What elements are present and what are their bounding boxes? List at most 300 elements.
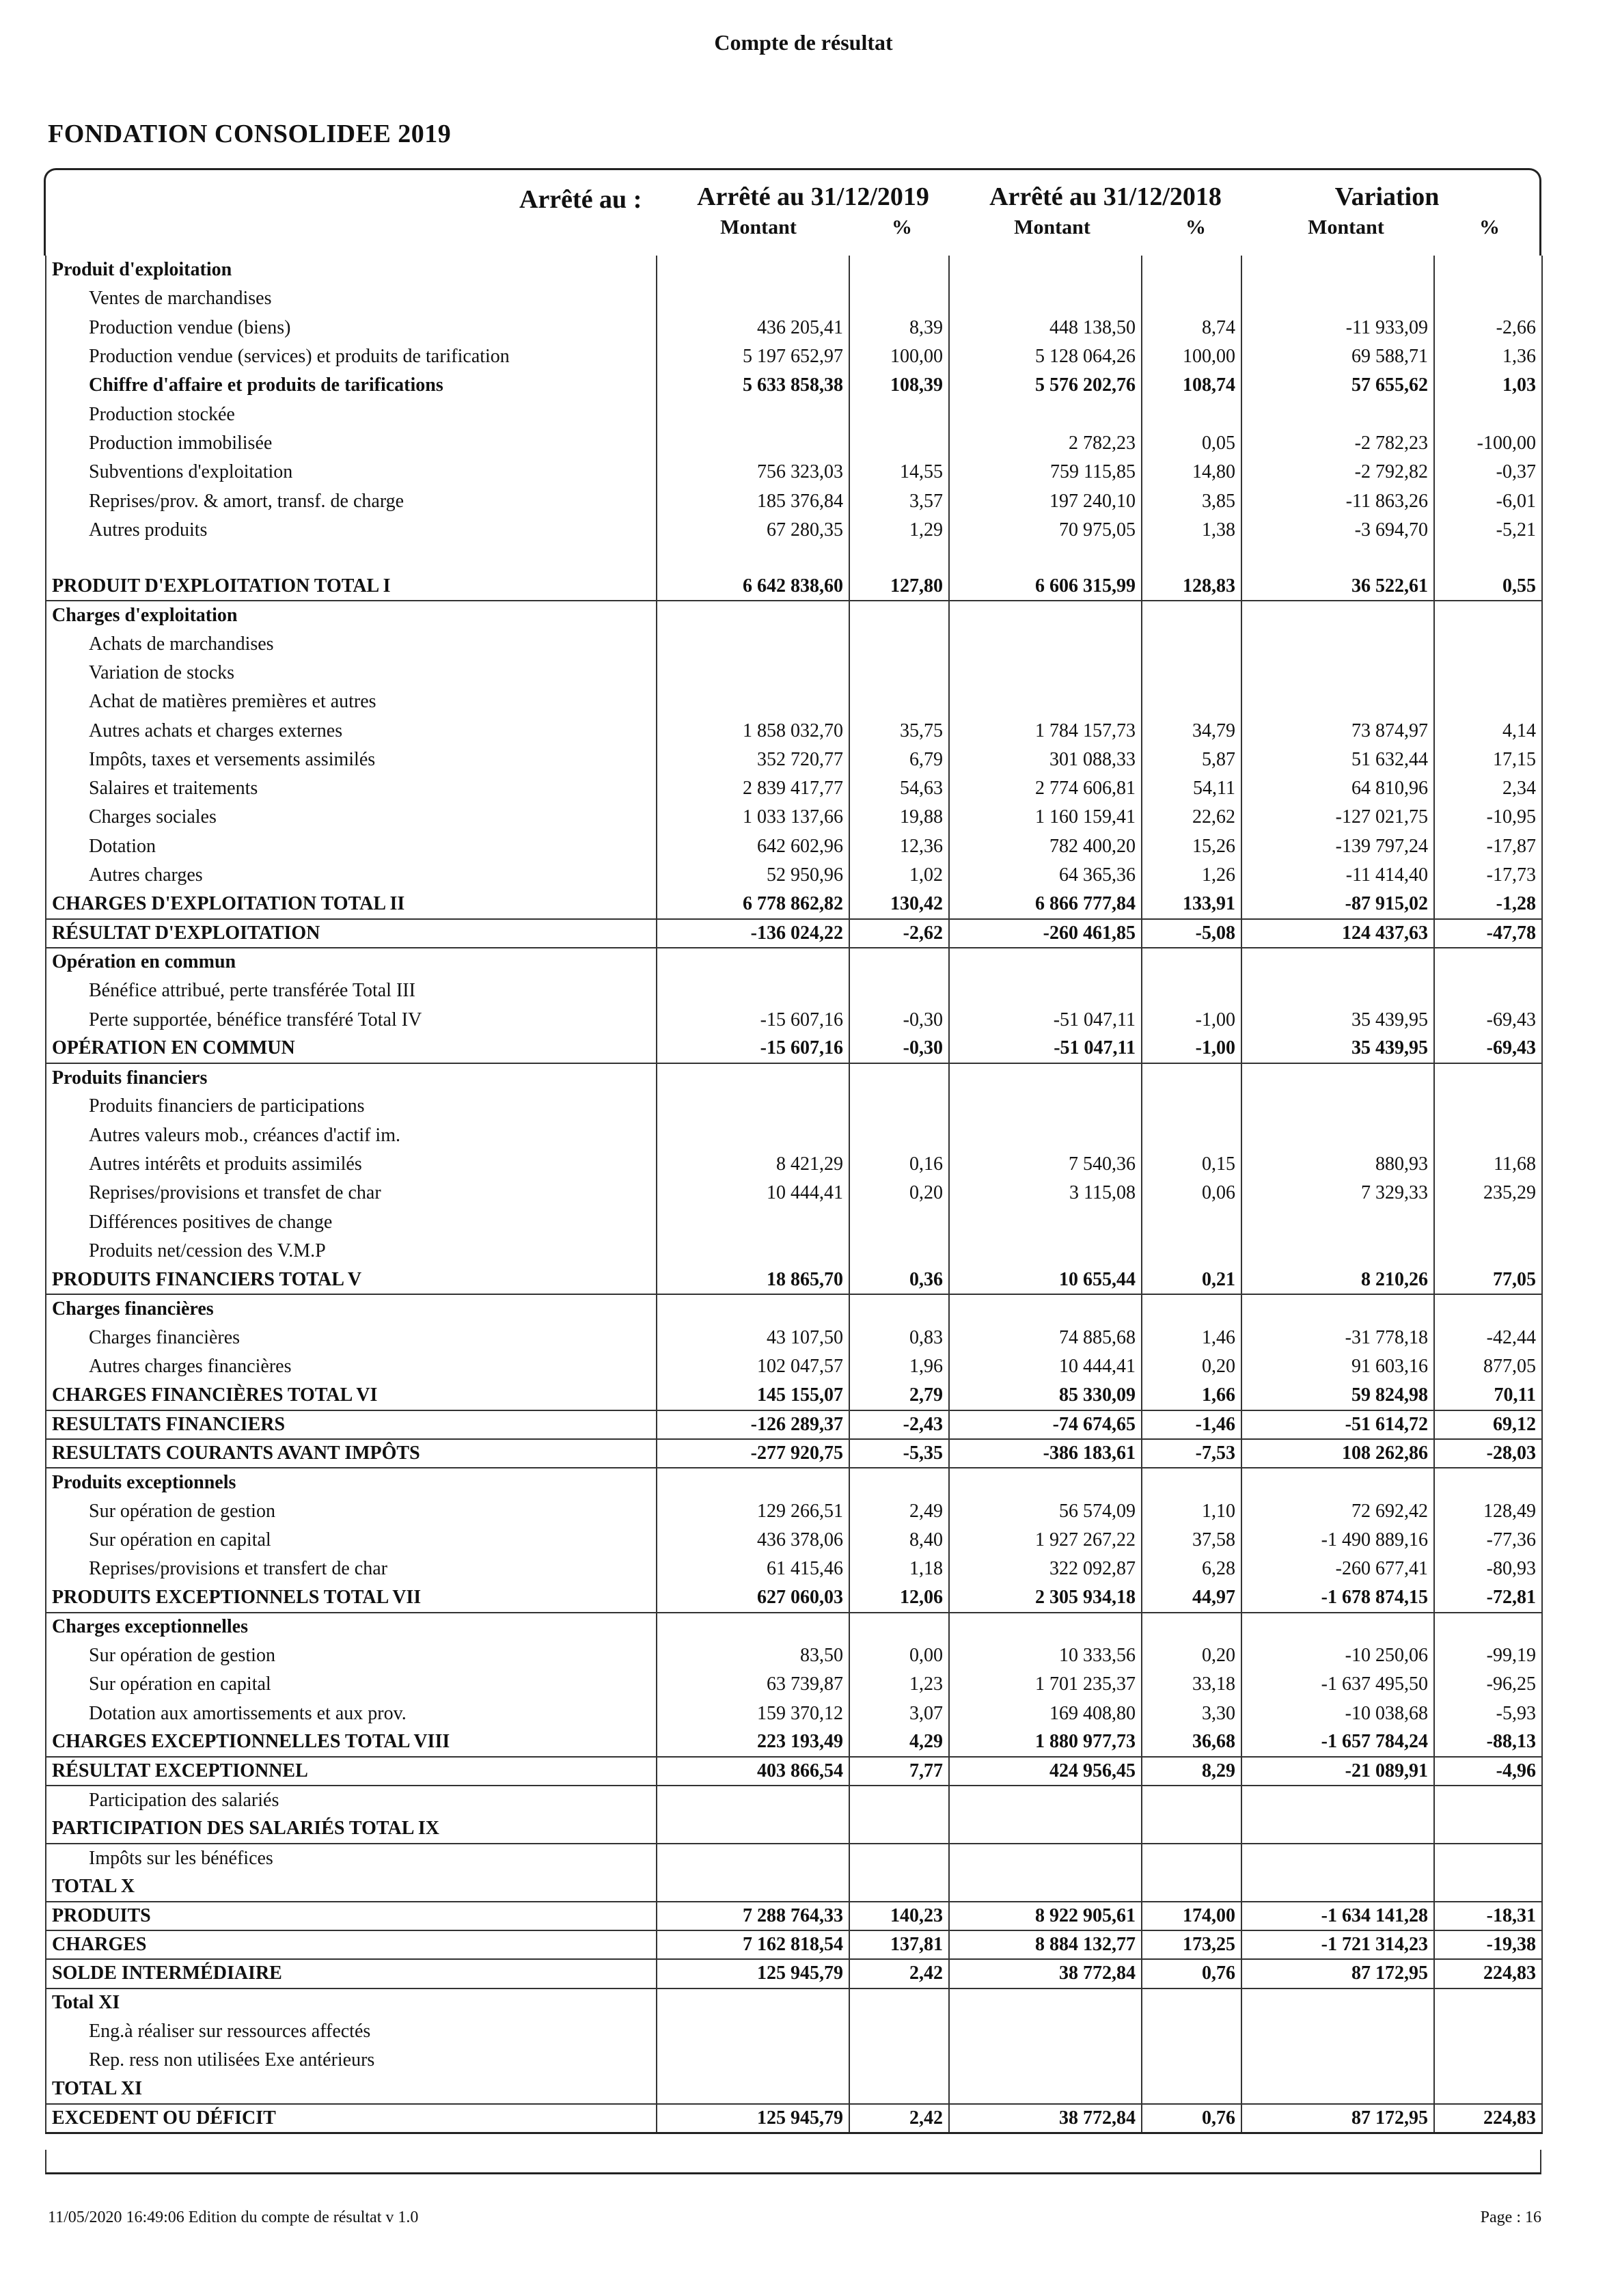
cell-pct-variation: -6,01 [1434, 487, 1542, 515]
cell-pct-variation [1434, 687, 1542, 716]
cell-pct-2019: 1,96 [849, 1352, 949, 1381]
table-row [46, 1439, 1542, 1468]
header-pct-2019: % [892, 216, 912, 238]
cell-amount-2018 [949, 601, 1142, 629]
cell-amount-2019: 52 950,96 [657, 861, 849, 890]
cell-pct-variation [1434, 1294, 1542, 1323]
cell-pct-2019 [849, 948, 949, 976]
cell-amount-2019: 18 865,70 [657, 1266, 849, 1294]
cell-pct-variation [1434, 1844, 1542, 1872]
cell-amount-2019: 756 323,03 [657, 458, 849, 487]
cell-pct-2019 [849, 1294, 949, 1323]
cell-pct-2018: 3,85 [1142, 487, 1241, 515]
row-label: Reprises/provisions et transfet de char [46, 1179, 657, 1207]
cell-pct-variation [1434, 1468, 1542, 1496]
cell-amount-2019 [657, 1786, 849, 1814]
cell-amount-2019: 352 720,77 [657, 746, 849, 774]
table-row [46, 1237, 1542, 1266]
cell-pct-variation [1434, 1237, 1542, 1266]
table-row [46, 371, 1542, 400]
table-row [46, 458, 1542, 487]
table-row [46, 284, 1542, 313]
cell-pct-2019 [849, 1786, 949, 1814]
cell-pct-2018 [1142, 1468, 1241, 1496]
cell-pct-2019: 0,36 [849, 1266, 949, 1294]
cell-pct-2019: 35,75 [849, 716, 949, 745]
cell-amount-2018 [949, 1613, 1142, 1641]
cell-pct-variation [1434, 400, 1542, 428]
arrete-label: Arrêté au : [519, 185, 642, 214]
cell-amount-2019 [657, 400, 849, 428]
cell-pct-variation [1434, 1872, 1542, 1901]
cell-pct-2018 [1142, 601, 1241, 629]
cell-pct-2018: -1,46 [1142, 1410, 1241, 1439]
cell-amount-variation: -11 863,26 [1241, 487, 1434, 515]
table-row [46, 774, 1542, 803]
cell-amount-variation: 91 603,16 [1241, 1352, 1434, 1381]
cell-pct-variation: -17,87 [1434, 832, 1542, 861]
document-title: Compte de résultat [714, 30, 893, 55]
cell-amount-2018: 5 576 202,76 [949, 371, 1142, 400]
cell-pct-2018: 0,21 [1142, 1266, 1241, 1294]
row-label: Rep. ress non utilisées Exe antérieurs [46, 2046, 657, 2075]
cell-amount-variation: -87 915,02 [1241, 890, 1434, 918]
cell-amount-2019 [657, 1988, 849, 2017]
cell-amount-variation [1241, 601, 1434, 629]
row-label: Chiffre d'affaire et produits de tarifications [46, 371, 657, 400]
cell-pct-2019 [849, 256, 949, 284]
cell-amount-variation: 35 439,95 [1241, 1005, 1434, 1034]
row-label: RESULTATS FINANCIERS [46, 1410, 657, 1439]
row-label [46, 545, 657, 572]
cell-pct-2019: 127,80 [849, 572, 949, 601]
cell-pct-2018: 3,30 [1142, 1699, 1241, 1728]
organization-title: FONDATION CONSOLIDEE 2019 [48, 120, 452, 148]
cell-amount-2018: 8 884 132,77 [949, 1930, 1142, 1959]
cell-amount-2019: 185 376,84 [657, 487, 849, 515]
cell-amount-2019: 159 370,12 [657, 1699, 849, 1728]
cell-pct-2018: 1,66 [1142, 1381, 1241, 1410]
table-row [46, 1266, 1542, 1294]
cell-pct-2018: 22,62 [1142, 803, 1241, 832]
row-label: Sur opération de gestion [46, 1641, 657, 1670]
cell-pct-variation: -69,43 [1434, 1005, 1542, 1034]
row-label: Perte supportée, bénéfice transféré Total IV [46, 1005, 657, 1034]
cell-pct-variation: 0,55 [1434, 572, 1542, 601]
cell-pct-2019: 2,79 [849, 1381, 949, 1410]
table-row [46, 342, 1542, 371]
table-row [46, 2104, 1542, 2133]
row-label: PARTICIPATION DES SALARIÉS TOTAL IX [46, 1815, 657, 1844]
cell-amount-2018 [949, 948, 1142, 976]
row-label: TOTAL XI [46, 2075, 657, 2103]
table-row [46, 1902, 1542, 1930]
cell-amount-variation [1241, 1786, 1434, 1814]
cell-pct-2019 [849, 545, 949, 572]
row-label: Total XI [46, 1988, 657, 2017]
cell-pct-2019: -0,30 [849, 1035, 949, 1063]
cell-pct-2018: 0,20 [1142, 1352, 1241, 1381]
cell-amount-variation [1241, 1237, 1434, 1266]
cell-amount-2018: 322 092,87 [949, 1555, 1142, 1583]
cell-amount-2018: 759 115,85 [949, 458, 1142, 487]
table-row [46, 1670, 1542, 1699]
cell-amount-2018 [949, 545, 1142, 572]
cell-pct-variation: 17,15 [1434, 746, 1542, 774]
cell-pct-variation: -19,38 [1434, 1930, 1542, 1959]
cell-amount-variation: -31 778,18 [1241, 1324, 1434, 1352]
row-label: Charges d'exploitation [46, 601, 657, 629]
cell-amount-variation [1241, 545, 1434, 572]
cell-amount-variation: -1 657 784,24 [1241, 1728, 1434, 1757]
cell-pct-2018: -7,53 [1142, 1439, 1241, 1468]
cell-amount-variation [1241, 630, 1434, 659]
row-label: CHARGES [46, 1930, 657, 1959]
table-row [46, 2046, 1542, 2075]
cell-pct-2018: 0,05 [1142, 429, 1241, 458]
cell-amount-2019: 63 739,87 [657, 1670, 849, 1699]
cell-amount-2019 [657, 687, 849, 716]
table-row [46, 1121, 1542, 1150]
cell-amount-2018: -74 674,65 [949, 1410, 1142, 1439]
cell-pct-2018: 128,83 [1142, 572, 1241, 601]
cell-pct-2018: -1,00 [1142, 1005, 1241, 1034]
cell-amount-2018: 3 115,08 [949, 1179, 1142, 1207]
table-row [46, 687, 1542, 716]
table-row [46, 630, 1542, 659]
row-label: Autres produits [46, 516, 657, 545]
cell-pct-2019 [849, 1092, 949, 1121]
cell-pct-variation [1434, 1208, 1542, 1237]
table-row [46, 890, 1542, 918]
cell-pct-2019: 6,79 [849, 746, 949, 774]
cell-pct-variation [1434, 630, 1542, 659]
table-row [46, 1381, 1542, 1410]
cell-amount-variation [1241, 687, 1434, 716]
cell-amount-variation [1241, 1468, 1434, 1496]
cell-pct-2018 [1142, 1208, 1241, 1237]
cell-amount-variation: -1 490 889,16 [1241, 1526, 1434, 1555]
cell-pct-2019: 12,06 [849, 1583, 949, 1612]
cell-pct-2018: 15,26 [1142, 832, 1241, 861]
table-row [46, 1150, 1542, 1179]
cell-amount-variation: 35 439,95 [1241, 1035, 1434, 1063]
cell-amount-2018: 70 975,05 [949, 516, 1142, 545]
cell-pct-2019: 100,00 [849, 342, 949, 371]
table-row [46, 256, 1542, 284]
cell-pct-variation: 1,36 [1434, 342, 1542, 371]
cell-amount-2018: 424 956,45 [949, 1757, 1142, 1786]
cell-pct-variation [1434, 1786, 1542, 1814]
table-row [46, 314, 1542, 342]
cell-amount-2019: 7 288 764,33 [657, 1902, 849, 1930]
cell-amount-2019 [657, 659, 849, 687]
cell-pct-2018 [1142, 1786, 1241, 1814]
cell-amount-2018: 1 160 159,41 [949, 803, 1142, 832]
cell-amount-variation: 59 824,98 [1241, 1381, 1434, 1410]
cell-pct-2018 [1142, 256, 1241, 284]
row-label: CHARGES EXCEPTIONNELLES TOTAL VIII [46, 1728, 657, 1757]
cell-amount-2019: 10 444,41 [657, 1179, 849, 1207]
cell-amount-2019 [657, 1237, 849, 1266]
cell-pct-2018 [1142, 1063, 1241, 1092]
cell-pct-2019: 8,40 [849, 1526, 949, 1555]
cell-pct-variation [1434, 1121, 1542, 1150]
cell-amount-2018: 6 606 315,99 [949, 572, 1142, 601]
cell-amount-variation [1241, 659, 1434, 687]
cell-amount-variation: -10 038,68 [1241, 1699, 1434, 1728]
cell-amount-2018 [949, 630, 1142, 659]
footer-page-number: Page : 16 [1480, 2209, 1541, 2226]
cell-amount-variation: 87 172,95 [1241, 1959, 1434, 1988]
cell-amount-variation [1241, 284, 1434, 313]
row-label: Dotation aux amortissements et aux prov. [46, 1699, 657, 1728]
cell-amount-variation [1241, 400, 1434, 428]
cell-pct-2019: 0,20 [849, 1179, 949, 1207]
cell-amount-2018 [949, 284, 1142, 313]
row-label: OPÉRATION EN COMMUN [46, 1035, 657, 1063]
row-label: Produit d'exploitation [46, 256, 657, 284]
table-body [46, 256, 1542, 2133]
row-label: RÉSULTAT D'EXPLOITATION [46, 919, 657, 948]
cell-amount-2018: 1 880 977,73 [949, 1728, 1142, 1757]
cell-pct-variation: 4,14 [1434, 716, 1542, 745]
cell-amount-2019 [657, 1294, 849, 1323]
table-row [46, 1930, 1542, 1959]
table-row [46, 1844, 1542, 1872]
cell-pct-variation [1434, 659, 1542, 687]
table-row [46, 659, 1542, 687]
cell-pct-2018 [1142, 2046, 1241, 2075]
cell-pct-2018: 1,46 [1142, 1324, 1241, 1352]
cell-amount-2018 [949, 1063, 1142, 1092]
row-label: CHARGES FINANCIÈRES TOTAL VI [46, 1381, 657, 1410]
table-row [46, 429, 1542, 458]
row-label: Impôts sur les bénéfices [46, 1844, 657, 1872]
table-row [46, 1583, 1542, 1612]
table-row [46, 1728, 1542, 1757]
cell-pct-variation: -72,81 [1434, 1583, 1542, 1612]
cell-pct-2018: 100,00 [1142, 342, 1241, 371]
row-label: EXCEDENT OU DÉFICIT [46, 2104, 657, 2133]
row-label: Subventions d'exploitation [46, 458, 657, 487]
cell-pct-2019 [849, 630, 949, 659]
cell-amount-variation: 57 655,62 [1241, 371, 1434, 400]
cell-amount-variation: 108 262,86 [1241, 1439, 1434, 1468]
cell-amount-2018: -51 047,11 [949, 1005, 1142, 1034]
cell-amount-2019 [657, 284, 849, 313]
cell-pct-2019 [849, 1063, 949, 1092]
cell-pct-2018 [1142, 1613, 1241, 1641]
cell-amount-variation: -21 089,91 [1241, 1757, 1434, 1786]
cell-pct-2019 [849, 1844, 949, 1872]
cell-pct-2019 [849, 601, 949, 629]
table-row [46, 2017, 1542, 2046]
cell-amount-variation [1241, 2046, 1434, 2075]
cell-pct-2018: 5,87 [1142, 746, 1241, 774]
row-label: Achats de marchandises [46, 630, 657, 659]
cell-pct-variation: 77,05 [1434, 1266, 1542, 1294]
row-label: Production vendue (biens) [46, 314, 657, 342]
cell-amount-2019: 2 839 417,77 [657, 774, 849, 803]
row-label: PRODUITS FINANCIERS TOTAL V [46, 1266, 657, 1294]
table-row [46, 572, 1542, 601]
row-label: Charges financières [46, 1294, 657, 1323]
table-row [46, 1410, 1542, 1439]
cell-pct-2018: 174,00 [1142, 1902, 1241, 1930]
cell-pct-2018: 33,18 [1142, 1670, 1241, 1699]
table-row [46, 976, 1542, 1005]
cell-pct-2019: 19,88 [849, 803, 949, 832]
cell-amount-2018: -386 183,61 [949, 1439, 1142, 1468]
row-label: Autres charges financières [46, 1352, 657, 1381]
cell-pct-variation: -17,73 [1434, 861, 1542, 890]
cell-pct-variation: 69,12 [1434, 1410, 1542, 1439]
cell-pct-variation: -88,13 [1434, 1728, 1542, 1757]
table-row [46, 1872, 1542, 1901]
cell-pct-2019: -0,30 [849, 1005, 949, 1034]
cell-amount-2019 [657, 1092, 849, 1121]
cell-amount-2018: 2 305 934,18 [949, 1583, 1142, 1612]
cell-pct-2019 [849, 1121, 949, 1150]
table-row [46, 1641, 1542, 1670]
cell-pct-2018 [1142, 687, 1241, 716]
row-label: Produits financiers de participations [46, 1092, 657, 1121]
row-label: Autres charges [46, 861, 657, 890]
table-row [46, 516, 1542, 545]
cell-amount-2018 [949, 256, 1142, 284]
cell-amount-variation: -1 678 874,15 [1241, 1583, 1434, 1612]
cell-pct-variation [1434, 545, 1542, 572]
cell-amount-2018: 1 927 267,22 [949, 1526, 1142, 1555]
cell-amount-2019: -277 920,75 [657, 1439, 849, 1468]
table-row [46, 803, 1542, 832]
cell-pct-variation [1434, 284, 1542, 313]
cell-amount-2018: -260 461,85 [949, 919, 1142, 948]
header-2018: Arrêté au 31/12/2018 [989, 182, 1222, 211]
cell-pct-2018: 1,38 [1142, 516, 1241, 545]
table-row [46, 1179, 1542, 1207]
cell-amount-2019: 43 107,50 [657, 1324, 849, 1352]
cell-amount-2019: -15 607,16 [657, 1035, 849, 1063]
cell-amount-2019: 125 945,79 [657, 1959, 849, 1988]
header-2019: Arrêté au 31/12/2019 [697, 182, 929, 211]
cell-pct-2019: 0,16 [849, 1150, 949, 1179]
cell-pct-2018: 44,97 [1142, 1583, 1241, 1612]
cell-pct-variation [1434, 1613, 1542, 1641]
cell-pct-2019: -2,62 [849, 919, 949, 948]
cell-amount-2018 [949, 2017, 1142, 2046]
cell-pct-variation: -2,66 [1434, 314, 1542, 342]
cell-pct-variation [1434, 2075, 1542, 2103]
cell-amount-variation: -11 933,09 [1241, 314, 1434, 342]
table-row [46, 487, 1542, 515]
row-label: Bénéfice attribué, perte transférée Total III [46, 976, 657, 1005]
cell-pct-variation: -5,93 [1434, 1699, 1542, 1728]
cell-amount-2018: 448 138,50 [949, 314, 1142, 342]
cell-amount-variation: -2 782,23 [1241, 429, 1434, 458]
table-row [46, 1786, 1542, 1814]
table-row [46, 1613, 1542, 1641]
table-row [46, 1988, 1542, 2017]
table-row [46, 1468, 1542, 1496]
row-label: Charges financières [46, 1324, 657, 1352]
cell-amount-variation: 8 210,26 [1241, 1266, 1434, 1294]
cell-amount-2019: 436 205,41 [657, 314, 849, 342]
cell-pct-2018: 133,91 [1142, 890, 1241, 918]
cell-amount-2019: 403 866,54 [657, 1757, 849, 1786]
cell-pct-variation: 224,83 [1434, 2104, 1542, 2133]
cell-amount-variation: -3 694,70 [1241, 516, 1434, 545]
cell-amount-2018: 10 444,41 [949, 1352, 1142, 1381]
cell-pct-2018: 0,20 [1142, 1641, 1241, 1670]
cell-pct-2019 [849, 1872, 949, 1901]
header-montant-2019: Montant [720, 216, 797, 238]
cell-amount-2018: 8 922 905,61 [949, 1902, 1142, 1930]
cell-amount-2019 [657, 1613, 849, 1641]
cell-pct-2018: 173,25 [1142, 1930, 1241, 1959]
cell-pct-2018 [1142, 1121, 1241, 1150]
table-row [46, 1757, 1542, 1786]
table-row [46, 1959, 1542, 1988]
cell-amount-2019 [657, 1468, 849, 1496]
cell-pct-2018 [1142, 1237, 1241, 1266]
cell-pct-2019: 8,39 [849, 314, 949, 342]
cell-pct-variation [1434, 1815, 1542, 1844]
cell-pct-2018 [1142, 2075, 1241, 2103]
cell-amount-2018 [949, 400, 1142, 428]
table-row [46, 1035, 1542, 1063]
cell-amount-2019 [657, 2017, 849, 2046]
cell-pct-variation: -5,21 [1434, 516, 1542, 545]
cell-amount-2018 [949, 1468, 1142, 1496]
table-row [46, 1208, 1542, 1237]
row-label: Production stockée [46, 400, 657, 428]
cell-amount-2018 [949, 1872, 1142, 1901]
cell-pct-2018: 54,11 [1142, 774, 1241, 803]
cell-pct-variation: -80,93 [1434, 1555, 1542, 1583]
cell-pct-2019: 0,00 [849, 1641, 949, 1670]
cell-pct-2019 [849, 687, 949, 716]
row-label: CHARGES D'EXPLOITATION TOTAL II [46, 890, 657, 918]
cell-amount-2018: 169 408,80 [949, 1699, 1142, 1728]
row-label: SOLDE INTERMÉDIAIRE [46, 1959, 657, 1988]
cell-amount-2018 [949, 1092, 1142, 1121]
cell-amount-variation [1241, 1063, 1434, 1092]
cell-pct-2019: -5,35 [849, 1439, 949, 1468]
cell-amount-2019 [657, 2075, 849, 2103]
cell-amount-2018: 85 330,09 [949, 1381, 1142, 1410]
cell-amount-2018: 2 782,23 [949, 429, 1142, 458]
cell-amount-variation [1241, 2075, 1434, 2103]
cell-pct-variation: -77,36 [1434, 1526, 1542, 1555]
cell-pct-2018: 8,29 [1142, 1757, 1241, 1786]
cell-amount-2019 [657, 630, 849, 659]
cell-pct-2018: 37,58 [1142, 1526, 1241, 1555]
cell-pct-2019: 2,49 [849, 1496, 949, 1525]
cell-amount-2019: 5 633 858,38 [657, 371, 849, 400]
cell-amount-2019: 5 197 652,97 [657, 342, 849, 371]
cell-amount-2019 [657, 601, 849, 629]
cell-amount-2019 [657, 429, 849, 458]
cell-pct-variation [1434, 2017, 1542, 2046]
cell-amount-variation: -1 637 495,50 [1241, 1670, 1434, 1699]
cell-amount-2018: 7 540,36 [949, 1150, 1142, 1179]
cell-pct-variation: -1,28 [1434, 890, 1542, 918]
cell-amount-2018: 74 885,68 [949, 1324, 1142, 1352]
cell-amount-2018: 2 774 606,81 [949, 774, 1142, 803]
cell-pct-2018: 6,28 [1142, 1555, 1241, 1583]
